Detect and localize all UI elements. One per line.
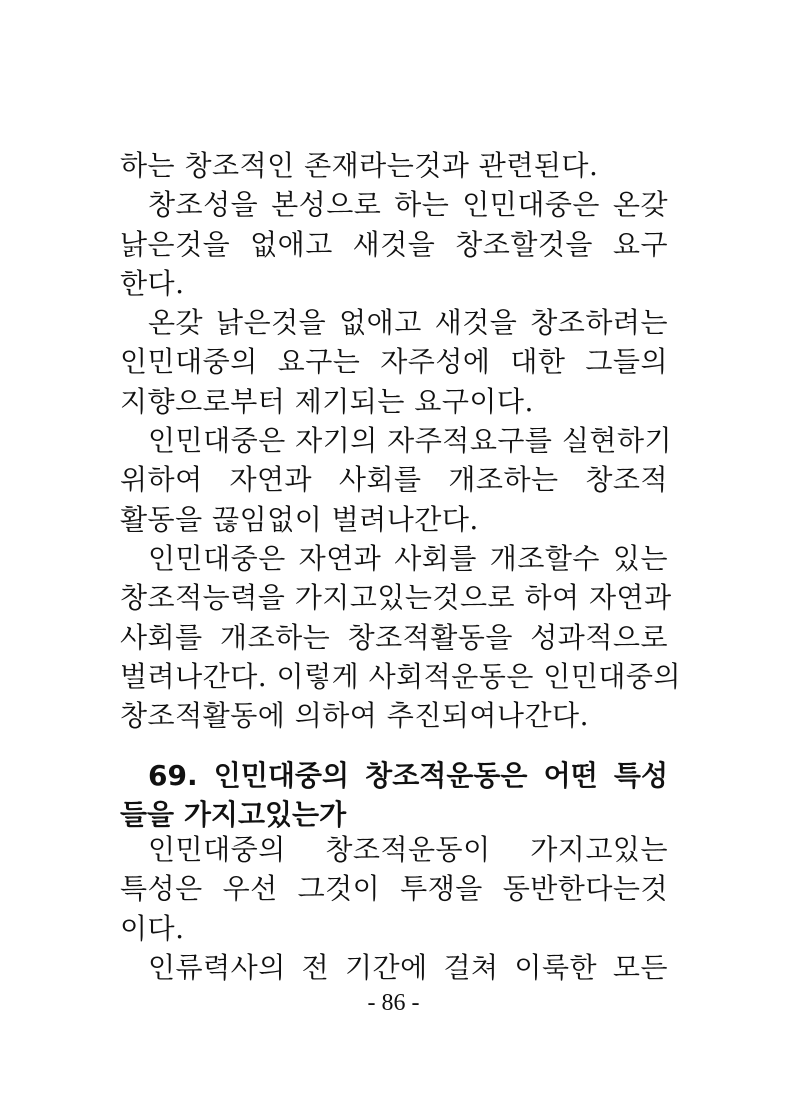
text-line: 인류력사의 전 기간에 걸쳐 이룩한 모든: [148, 950, 668, 984]
paragraph: [120, 830, 668, 948]
text-line: 낡은것을 없애고 새것을 창조할것을 요구: [120, 227, 668, 261]
body-text-top: [120, 146, 682, 735]
paragraph: [120, 185, 668, 303]
text-line: 창조적능력을 가지고있는것으로 하여 자연과: [120, 581, 672, 615]
heading-line: 들을 가지고있는가: [120, 798, 347, 831]
text-line: 지향으로부터 제기되는 요구이다.: [120, 384, 534, 418]
text-line: 한다.: [120, 266, 185, 300]
text-line: 벌려나간다. 이렇게 사회적운동은 인민대중의: [120, 659, 682, 693]
paragraph: [120, 948, 668, 987]
text-line: 특성은 우선 그것이 투쟁을 동반한다는것: [120, 872, 668, 906]
text-line: 인민대중은 자기의 자주적요구를 실현하기: [148, 424, 673, 458]
paragraph: [120, 146, 668, 185]
paragraph: [120, 303, 668, 421]
heading-line: 69. 인민대중의 창조적운동은 어떤 특성: [148, 759, 668, 792]
text-line: 창조적활동에 의하여 추진되여나간다.: [120, 699, 589, 733]
text-line: 인민대중의 창조적운동이 가지고있는: [148, 833, 668, 866]
text-line: 사회를 개조하는 창조적활동을 성과적으로: [120, 620, 668, 654]
text-line: 창조성을 본성으로 하는 인민대중은 온갖: [148, 188, 668, 222]
text-line: 인민대중은 자연과 사회를 개조할수 있는: [148, 541, 668, 575]
text-line: 활동을 끊임없이 벌려나간다.: [120, 502, 479, 536]
text-line: 이다.: [120, 911, 185, 945]
body-text-bottom: [120, 830, 668, 987]
text-line: 하는 창조적인 존재라는것과 관련된다.: [120, 149, 599, 182]
paragraph: [120, 539, 682, 735]
text-line: 위하여 자연과 사회를 개조하는 창조적: [120, 463, 668, 497]
paragraph: [120, 421, 673, 539]
page-number: - 86 -: [367, 990, 420, 1016]
section-heading: [120, 756, 668, 834]
text-line: 온갖 낡은것을 없애고 새것을 창조하려는: [148, 306, 668, 340]
text-line: 인민대중의 요구는 자주성에 대한 그들의: [120, 345, 668, 379]
